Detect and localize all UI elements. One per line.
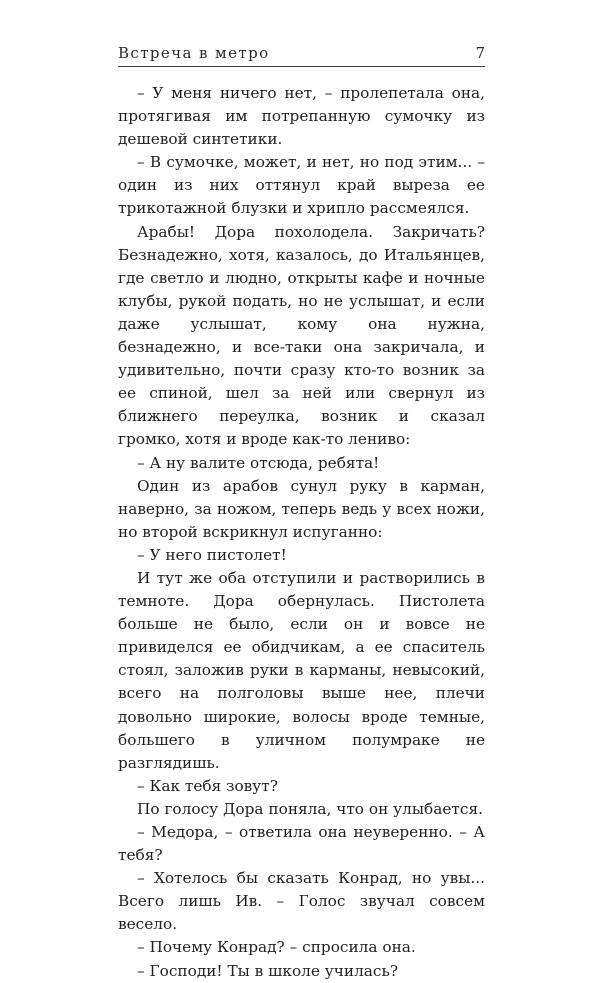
paragraph: Арабы! Дора похолодела. Закричать? Безнадежно, хотя, казалось, до Итальянцев, где светло и людно, открыты кафе и ночные клубы, рукой подать, но не услышат, и если даже услышат, кому она нужна, безнадежно, и все-таки она закричала, и удивительно, почти сразу кто-то возник за ее спиной, шел за ней или свернул из ближнего переулка, возник и сказал громко, хотя и вроде как-то лениво: [118, 222, 485, 449]
paragraph: Один из арабов сунул руку в карман, наверно, за ножом, теперь ведь у всех ножи, но второй вскрикнул испуганно: [118, 476, 485, 541]
paragraph: И тут же оба отступили и растворились в темноте. Дора обернулась. Пистолета больше не было, если он и вовсе не привиделся ее обидчикам, а ее спаситель стоял, заложив руки в карманы, невысокий, всего на полголовы выше нее, плечи довольно широкие, волосы вроде темные, большего в уличном полумраке не разглядишь. [118, 568, 485, 772]
paragraph: – Медора, – ответила она неуверенно. – А тебя? [118, 823, 485, 865]
running-header [118, 43, 485, 63]
paragraph: – В сумочке, может, и нет, но под этим... – один из них оттянул край выреза ее трикотажной блузки и хрипло рассмеялся. [118, 153, 485, 218]
paragraph: – Хотелось бы сказать Конрад, но увы... Всего лишь Ив. – Голос звучал совсем весело. [118, 869, 485, 934]
page-number: 7 [475, 44, 485, 62]
paragraph: – А ну валите отсюда, ребята! [137, 453, 380, 472]
body-text [118, 82, 485, 983]
paragraph: – У него пистолет! [137, 545, 287, 564]
paragraph: – У меня ничего нет, – пролепетала она, протягивая им потрепанную сумочку из дешевой синтетики. [118, 84, 485, 149]
paragraph: – Почему Конрад? – спросила она. [137, 938, 416, 957]
paragraph: – Как тебя зовут? [137, 776, 278, 795]
running-title: Встреча в метро [118, 44, 270, 62]
header-rule [118, 66, 485, 67]
paragraph: По голосу Дора поняла, что он улыбается. [137, 799, 483, 818]
paragraph: – Господи! Ты в школе училась? [137, 961, 399, 980]
